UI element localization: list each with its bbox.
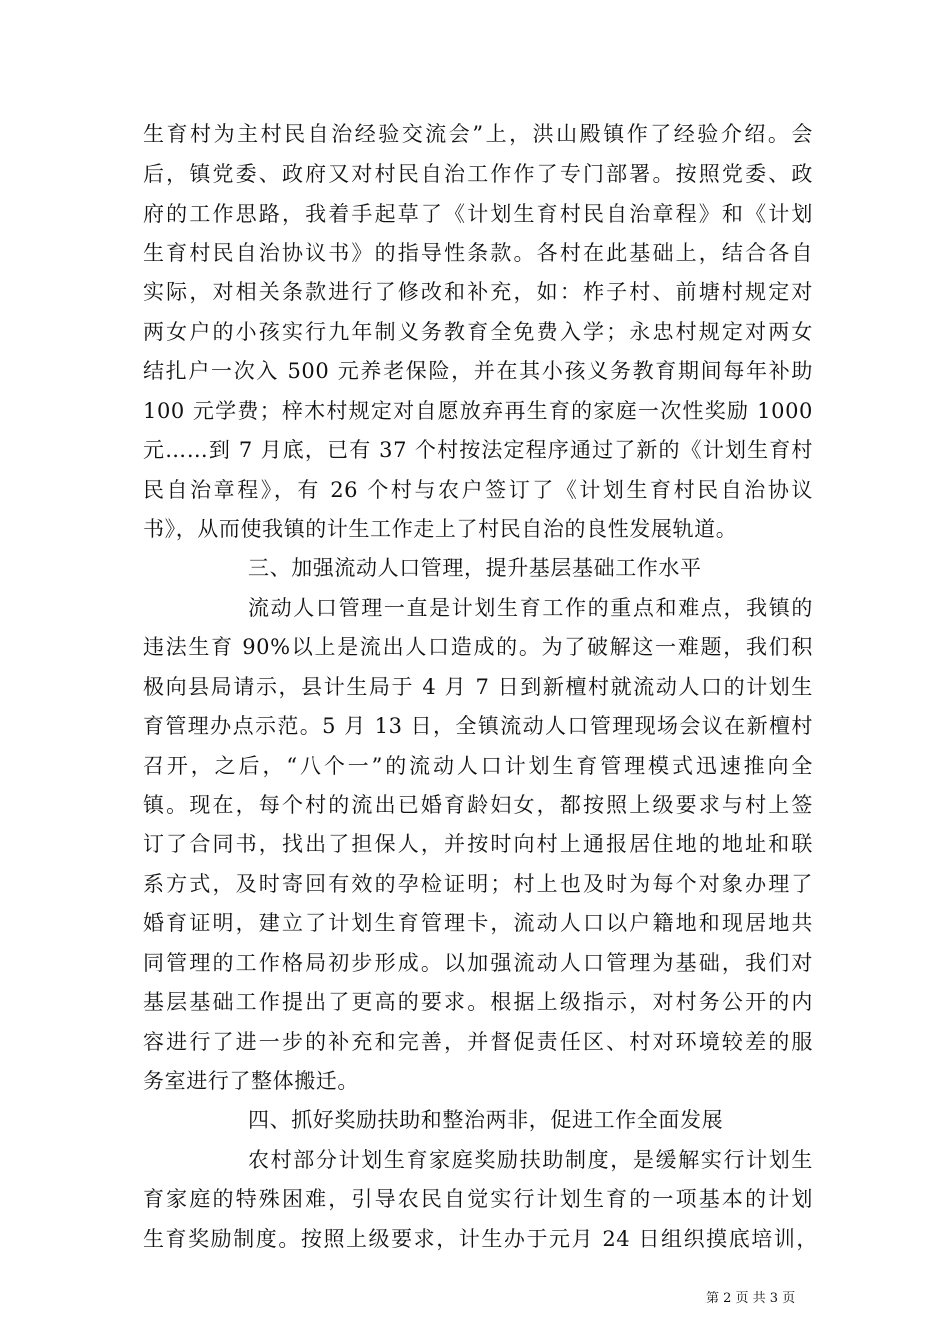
text-line: 违法生育 90%以上是流出人口造成的。为了破解这一难题，我们积 (143, 635, 813, 659)
text-line: 务室进行了整体搬迁。 (143, 1069, 359, 1093)
text-line: 育家庭的特殊困难，引导农民自觉实行计划生育的一项基本的计划 (143, 1187, 813, 1211)
text-line: 订了合同书，找出了担保人，并按时向村上通报居住地的地址和联 (143, 832, 813, 856)
text-line: 农村部分计划生育家庭奖励扶助制度，是缓解实行计划生 (248, 1148, 813, 1172)
text-line: 实际，对相关条款进行了修改和补充，如：柞子村、前塘村规定对 (143, 280, 813, 304)
text-line: 婚育证明，建立了计划生育管理卡，流动人口以户籍地和现居地共 (143, 911, 813, 935)
text-line: 民自治章程》，有 26 个村与农户签订了《计划生育村民自治协议 (143, 478, 813, 502)
text-line: 系方式，及时寄回有效的孕检证明；村上也及时为每个对象办理了 (143, 872, 813, 896)
text-line: 书》，从而使我镇的计生工作走上了村民自治的良性发展轨道。 (143, 517, 738, 541)
text-line: 100 元学费；梓木村规定对自愿放弃再生育的家庭一次性奖励 1000 (143, 399, 813, 423)
text-line: 元……到 7 月底，已有 37 个村按法定程序通过了新的《计划生育村 (143, 438, 813, 462)
text-line: 召开，之后，“八个一”的流动人口计划生育管理模式迅速推向全 (143, 754, 813, 778)
text-line: 容进行了进一步的补充和完善，并督促责任区、村对环境较差的服 (143, 1030, 813, 1054)
text-line: 后，镇党委、政府又对村民自治工作作了专门部署。按照党委、政 (143, 162, 813, 186)
text-line: 极向县局请示，县计生局于 4 月 7 日到新檀村就流动人口的计划生 (143, 675, 813, 699)
text-line: 育管理办点示范。5 月 13 日，全镇流动人口管理现场会议在新檀村 (143, 714, 813, 738)
text-line: 生育村民自治协议书》的指导性条款。各村在此基础上，结合各自 (143, 241, 813, 265)
section-heading-4: 四、抓好奖励扶助和整治两非，促进工作全面发展 (248, 1108, 724, 1132)
text-line: 流动人口管理一直是计划生育工作的重点和难点，我镇的 (248, 596, 813, 620)
text-line: 结扎户一次入 500 元养老保险，并在其小孩义务教育期间每年补助 (143, 359, 813, 383)
text-line: 府的工作思路，我着手起草了《计划生育村民自治章程》和《计划 (143, 202, 813, 226)
section-heading-3: 三、加强流动人口管理，提升基层基础工作水平 (248, 556, 702, 580)
text-line: 同管理的工作格局初步形成。以加强流动人口管理为基础，我们对 (143, 951, 813, 975)
text-line: 基层基础工作提出了更高的要求。根据上级指示，对村务公开的内 (143, 990, 813, 1014)
text-line: 生育村为主村民自治经验交流会”上，洪山殿镇作了经验介绍。会 (143, 122, 813, 146)
text-line: 镇。现在，每个村的流出已婚育龄妇女，都按照上级要求与村上签 (143, 793, 813, 817)
page-number-footer: 第 2 页 共 3 页 (706, 1291, 796, 1306)
text-line: 生育奖励制度。按照上级要求，计生办于元月 24 日组织摸底培训， (143, 1227, 818, 1251)
text-line: 两女户的小孩实行九年制义务教育全免费入学；永忠村规定对两女 (143, 320, 813, 344)
